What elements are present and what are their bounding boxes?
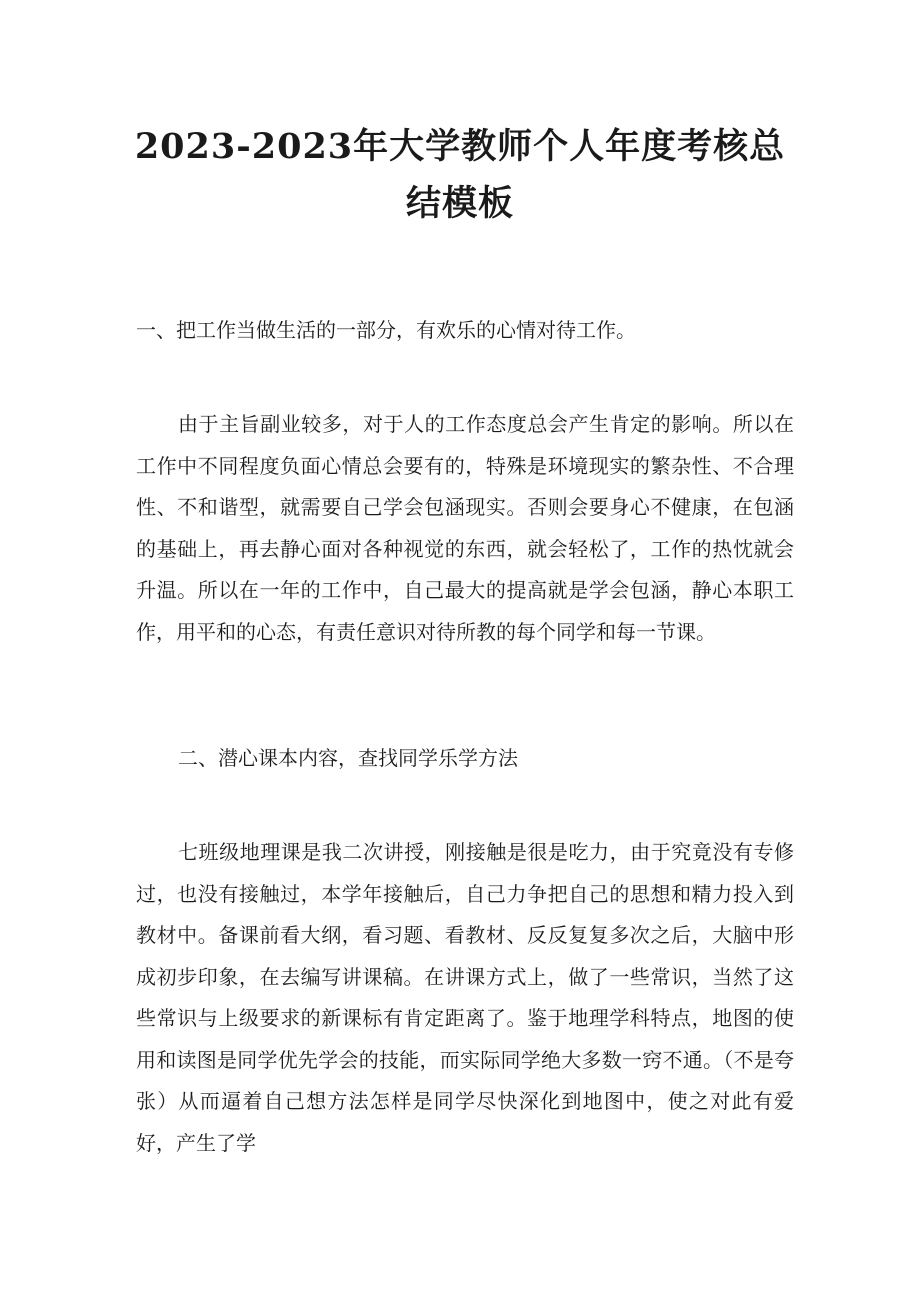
- section-paragraph-2: 七班级地理课是我二次讲授，刚接触是很是吃力，由于究竟没有专修过，也没有接触过，本学年接触后，自己力争把自己的思想和精力投入到教材中。备课前看大纲，看习题、看教材、反反复复多次之后，大脑中形成初步印象，在去编写讲课稿。在讲课方式上，做了一些常识，当然了这些常识与上级要求的新课标有肯定距离了。鉴于地理学科特点，地图的使用和读图是同学优先学会的技能，而实际同学绝大多数一窍不通。（不是夸张）从而逼着自己想方法怎样是同学尽快深化到地图中，使之对此有爱好，产生了学: [136, 840, 794, 1155]
- section-heading-2: 二、潜心课本内容，查找同学乐学方法: [178, 746, 518, 770]
- document-title: 2023-2023年大学教师个人年度考核总结模板: [134, 126, 786, 224]
- section-paragraph-1: 由于主旨副业较多，对于人的工作态度总会产生肯定的影响。所以在工作中不同程度负面心情总会要有的，特殊是环境现实的繁杂性、不合理性、不和谐型，就需要自己学会包涵现实。否则会要身心不健康，在包涵的基础上，再去静心面对各种视觉的东西，就会轻松了，工作的热忱就会升温。所以在一年的工作中，自己最大的提高就是学会包涵，静心本职工作，用平和的心态，有责任意识对待所教的每个同学和每一节课。: [136, 412, 794, 644]
- section-heading-1: 一、把工作当做生活的一部分，有欢乐的心情对待工作。: [136, 318, 636, 342]
